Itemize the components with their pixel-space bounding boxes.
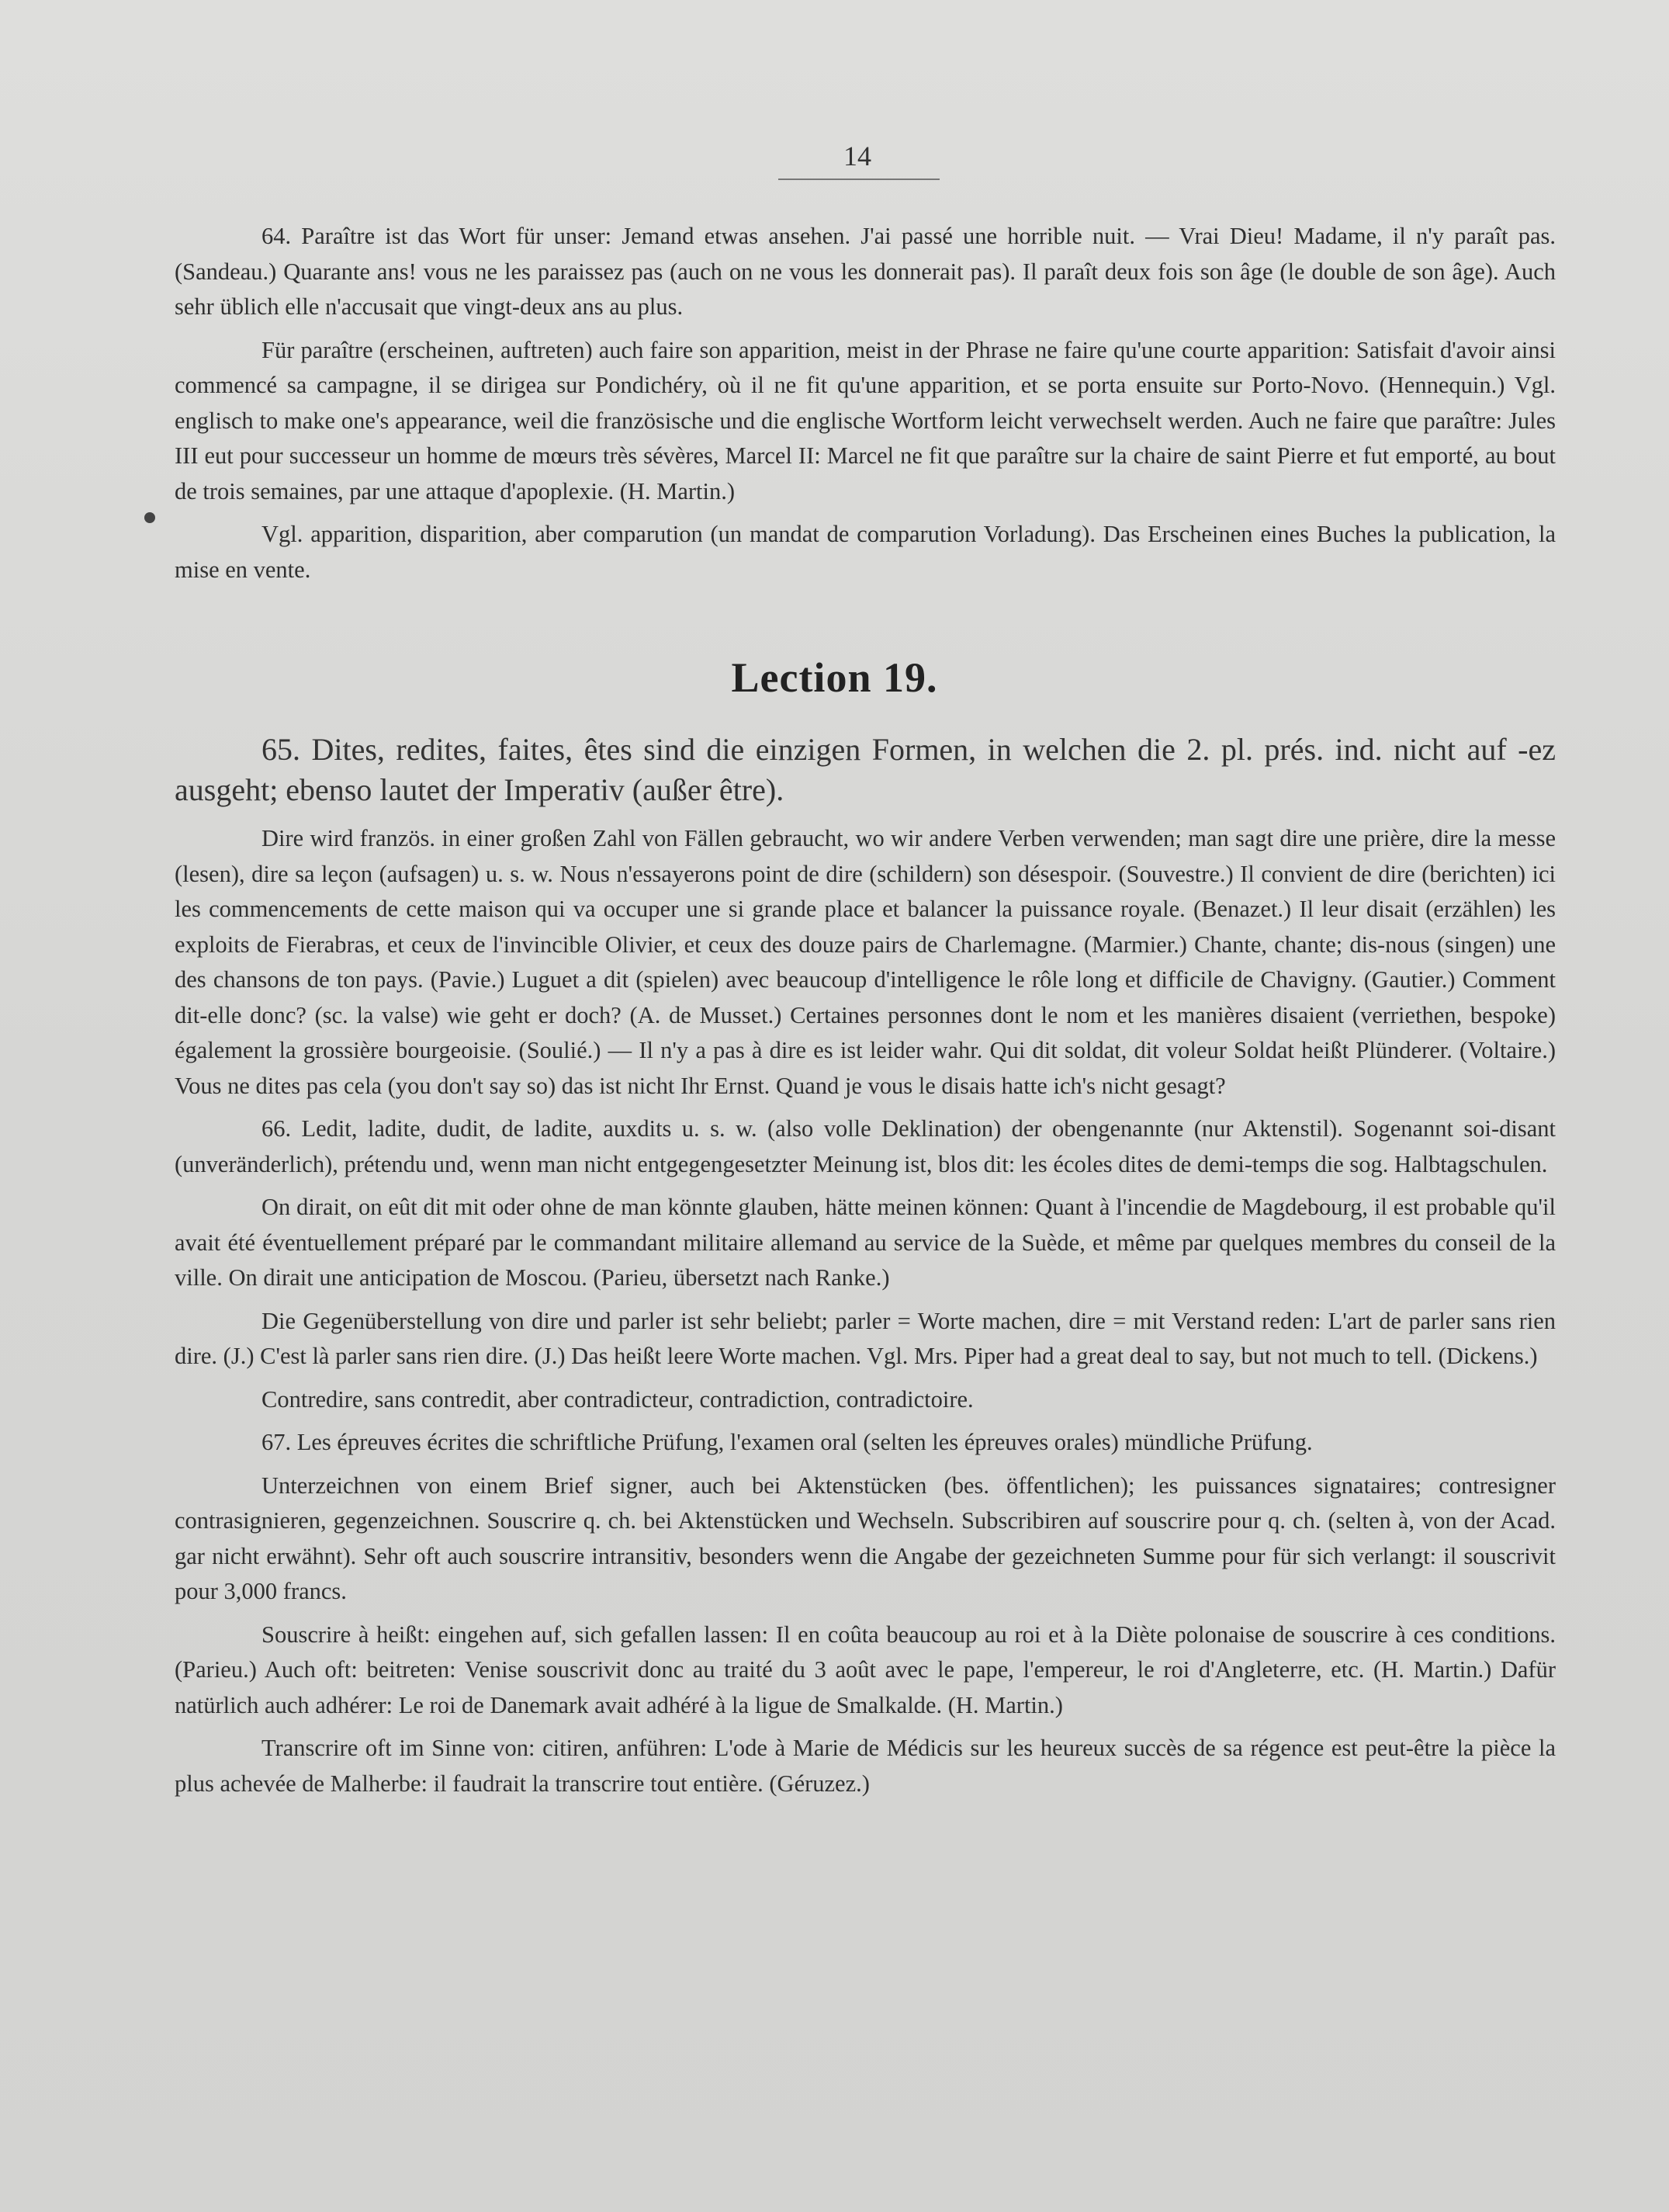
section-64 — [175, 219, 1556, 595]
paragraph-67-signer: Unterzeichnen von einem Brief signer, auch bei Aktenstücken (bes. öffentlichen); les puissances signataires; contresigner contrasignieren, gegenzeichnen. Souscrire q. ch. bei Aktenstücken und Wechseln. Subscribiren auf souscrire pour q. ch. (selten à, von der Acad. gar nicht erwähnt). Sehr oft auch souscrire intransitiv, besonders wenn die Angabe der gezeichneten Summe pour für sich verlangt: il souscrivit pour 3,000 francs. — [175, 1472, 1556, 1604]
paragraph-64-comparution: Vgl. apparition, disparition, aber comparution (un mandat de comparution Vorladung). Das Erscheinen eines Buches la publication, la mise en vente. — [175, 521, 1556, 583]
section-lection-19 — [175, 730, 1556, 1809]
paragraph-65-dire: Dire wird französ. in einer großen Zahl von Fällen gebraucht, wo wir andere Verben verwenden; man sagt dire une prière, dire la messe (lesen), dire sa leçon (aufsagen) u. s. w. Nous n'essayerons point de dire (schildern) son désespoir. (Souvestre.) Il convient de dire (berichten) ici les commencements de cette maison qui va occuper une si grande place et balancer la puissance royale. (Benazet.) Il leur disait (erzählen) les exploits de Fierabras, et ceux de l'invincible Olivier, et ceux des douze pairs de Charlemagne. (Marmier.) Chante, chante; dis-nous (singen) une des chansons de ton pays. (Pavie.) Luguet a dit (spielen) avec beaucoup d'intelligence le rôle long et difficile de Chavigny. (Gautier.) Comment dit-elle donc? (sc. la valse) wie geht er doch? (A. de Musset.) Certaines personnes dont le nom et les manières disaient (verriethen, bespoke) également la grossière bourgeoisie. (Soulié.) — Il n'y a pas à dire es ist leider wahr. Qui dit soldat, dit voleur Soldat heißt Plünderer. (Voltaire.) Vous ne dites pas cela (you don't say so) das ist nicht Ihr Ernst. Quand je vous le disais hatte ich's nicht gesagt? — [175, 825, 1556, 1099]
header-rule — [778, 179, 940, 180]
paragraph-64-apparition: Für paraître (erscheinen, auftreten) auch faire son apparition, meist in der Phrase ne faire qu'une courte apparition: Satisfait d'avoir ainsi commencé sa campagne, il se dirigea sur Pondichéry, où il ne fit qu'une apparition, et se porta ensuite sur Porto-Novo. (Hennequin.) Vgl. englisch to make one's appearance, weil die französische und die englische Wortform leicht verwechselt werden. Auch ne faire que paraître: Jules III eut pour successeur un homme de mœurs très sévères, Marcel II: Marcel ne fit que paraître sur la chaire de saint Pierre et fut emporté, au bout de trois semaines, par une attaque d'apoplexie. (H. Martin.) — [175, 336, 1556, 504]
paragraph-67-souscrire: Souscrire à heißt: eingehen auf, sich gefallen lassen: Il en coûta beaucoup au roi et à la Diète polonaise de souscrire à ces conditions. (Parieu.) Auch oft: beitreten: Venise souscrivit donc au traité du 3 août avec le pape, l'empereur, le roi d'Angleterre, etc. (H. Martin.) Dafür natürlich auch adhérer: Le roi de Danemark avait adhéré à la ligue de Smalkalde. (H. Martin.) — [175, 1621, 1556, 1718]
paragraph-67-transcrire: Transcrire oft im Sinne von: citiren, anführen: L'ode à Marie de Médicis sur les heureux succès de sa régence est peut-être la pièce la plus achevée de Malherbe: il faudrait la transcrire tout entière. (Géruzez.) — [175, 1735, 1556, 1797]
margin-dot — [144, 512, 155, 523]
paragraph-67: 67. Les épreuves écrites die schriftliche Prüfung, l'examen oral (selten les épreuves orales) mündliche Prüfung. — [261, 1429, 1313, 1455]
paragraph-66-contredire: Contredire, sans contredit, aber contradicteur, contradiction, contradictoire. — [261, 1385, 974, 1413]
paragraph-65-lead: 65. Dites, redites, faites, êtes sind die einzigen Formen, in welchen die 2. pl. prés. ind. nicht auf -ez ausgeht; ebenso lautet der Imperativ (außer être). — [175, 732, 1556, 807]
paragraph-64: 64. Paraître ist das Wort für unser: Jemand etwas ansehen. J'ai passé une horrible nuit. — Vrai Dieu! Madame, il n'y paraît pas. (Sandeau.) Quarante ans! vous ne les paraissez pas (auch on ne vous les donnerait pas). Il paraît deux fois son âge (le double de son âge). Auch sehr üblich elle n'accusait que vingt-deux ans au plus. — [175, 223, 1556, 320]
lection-heading: Lection 19. — [731, 654, 938, 701]
paragraph-66: 66. Ledit, ladite, dudit, de ladite, auxdits u. s. w. (also volle Deklination) der obengenannte (nur Aktenstil). Sogenannt soi-disant (unveränderlich), prétendu und, wenn man nicht entgegengesetzter Meinung ist, blos dit: les écoles dites de demi-temps die sog. Halbtagschulen. — [175, 1115, 1556, 1177]
paragraph-66-dire-parler: Die Gegenüberstellung von dire und parler ist sehr beliebt; parler = Worte machen, dire = mit Verstand reden: L'art de parler sans rien dire. (J.) C'est là parler sans rien dire. (J.) Das heißt leere Worte machen. Vgl. Mrs. Piper had a great deal to say, but not much to tell. (Dickens.) — [175, 1307, 1556, 1369]
paragraph-66-on-dirait: On dirait, on eût dit mit oder ohne de man könnte glauben, hätte meinen können: Quant à l'incendie de Magdebourg, il est probable qu'il avait été éventuellement préparé par le commandant militaire allemand au service de la Suède, et même par quelques membres du conseil de la ville. On dirait une anticipation de Moscou. (Parieu, übersetzt nach Ranke.) — [175, 1194, 1556, 1291]
page-number: 14 — [843, 140, 871, 172]
